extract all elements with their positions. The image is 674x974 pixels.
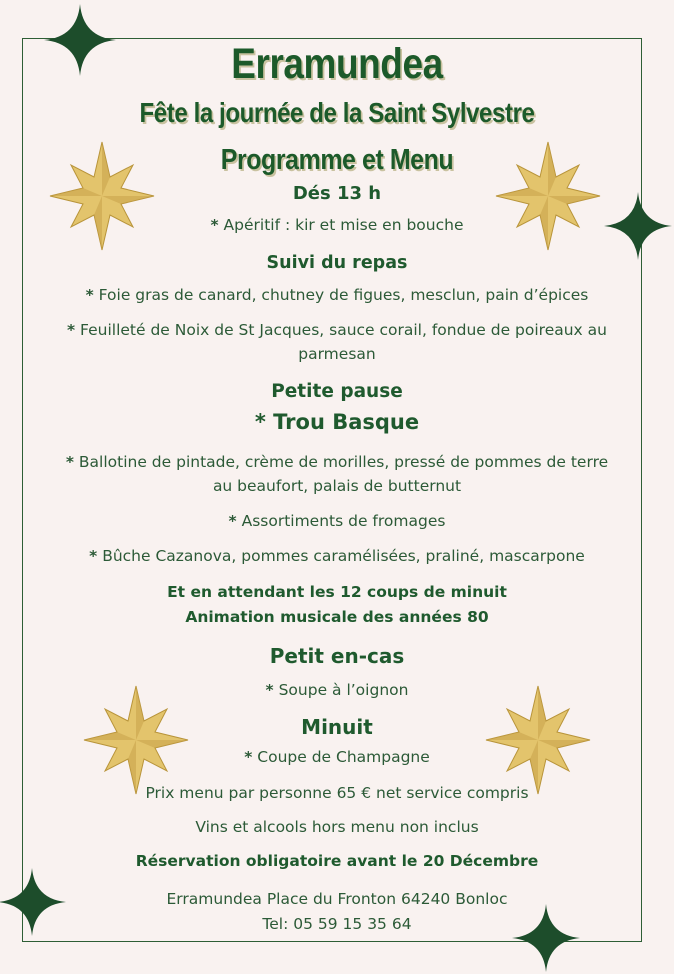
menu-item-champagne [0, 746, 674, 768]
menu-item-foie-gras [0, 284, 674, 306]
start-time: Dés 13 h [292, 183, 382, 204]
restaurant-name: Erramundea [231, 40, 443, 88]
menu-item-text: Foie gras de canard, chutney de figues, mesclun, pain d’épices [98, 286, 589, 304]
menu-item-soupe [0, 679, 674, 701]
menu-item-aperitif [0, 214, 674, 236]
wines-text: Vins et alcools hors menu non inclus [195, 818, 479, 836]
menu-item-text: parmesan [298, 345, 376, 363]
menu-item-fromages [0, 510, 674, 532]
menu-item-ballotine [0, 450, 674, 498]
menu-item-text: Coupe de Champagne [257, 748, 430, 766]
menu-item-text: Apéritif : kir et mise en bouche [223, 216, 464, 234]
menu-item-buche [0, 545, 674, 567]
trou-basque: * Trou Basque [254, 410, 420, 434]
bullet: * [244, 748, 253, 766]
bullet: * [65, 453, 74, 471]
bullet: * [89, 547, 98, 565]
menu-item-feuillete [0, 318, 674, 366]
bullet: * [210, 216, 219, 234]
menu-item-text: Ballotine de pintade, crème de morilles, pressé de pommes de terre [78, 453, 609, 471]
event-title: Fête la journée de la Saint Sylvestre [139, 97, 535, 128]
section-heading-encas: Petit en-cas [269, 644, 405, 668]
music-animation-text: Animation musicale des années 80 [185, 608, 489, 626]
bullet: * [85, 286, 94, 304]
menu-item-text: Soupe à l’oignon [278, 681, 409, 699]
bullet: * [67, 321, 76, 339]
menu-item-text: Feuilleté de Noix de St Jacques, sauce corail, fondue de poireaux au [80, 321, 607, 339]
price-text: Prix menu par personne 65 € net service compris [145, 784, 529, 802]
reservation-text: Réservation obligatoire avant le 20 Décembre [135, 852, 539, 870]
address-text: Erramundea Place du Fronton 64240 Bonloc [166, 890, 508, 908]
bullet: * [265, 681, 274, 699]
menu-item-text: au beaufort, palais de butternut [212, 477, 462, 495]
section-heading-meal: Suivi du repas [266, 253, 408, 273]
program-title: Programme et Menu [220, 144, 454, 176]
waiting-midnight-text: Et en attendant les 12 coups de minuit [167, 583, 507, 601]
section-heading-pause: Petite pause [271, 381, 403, 402]
menu-item-text: Bûche Cazanova, pommes caramélisées, praliné, mascarpone [102, 547, 585, 565]
section-heading-minuit: Minuit [301, 715, 373, 739]
bullet: * [228, 512, 237, 530]
phone-text: Tel: 05 59 15 35 64 [262, 915, 412, 933]
menu-item-text: Assortiments de fromages [241, 512, 446, 530]
